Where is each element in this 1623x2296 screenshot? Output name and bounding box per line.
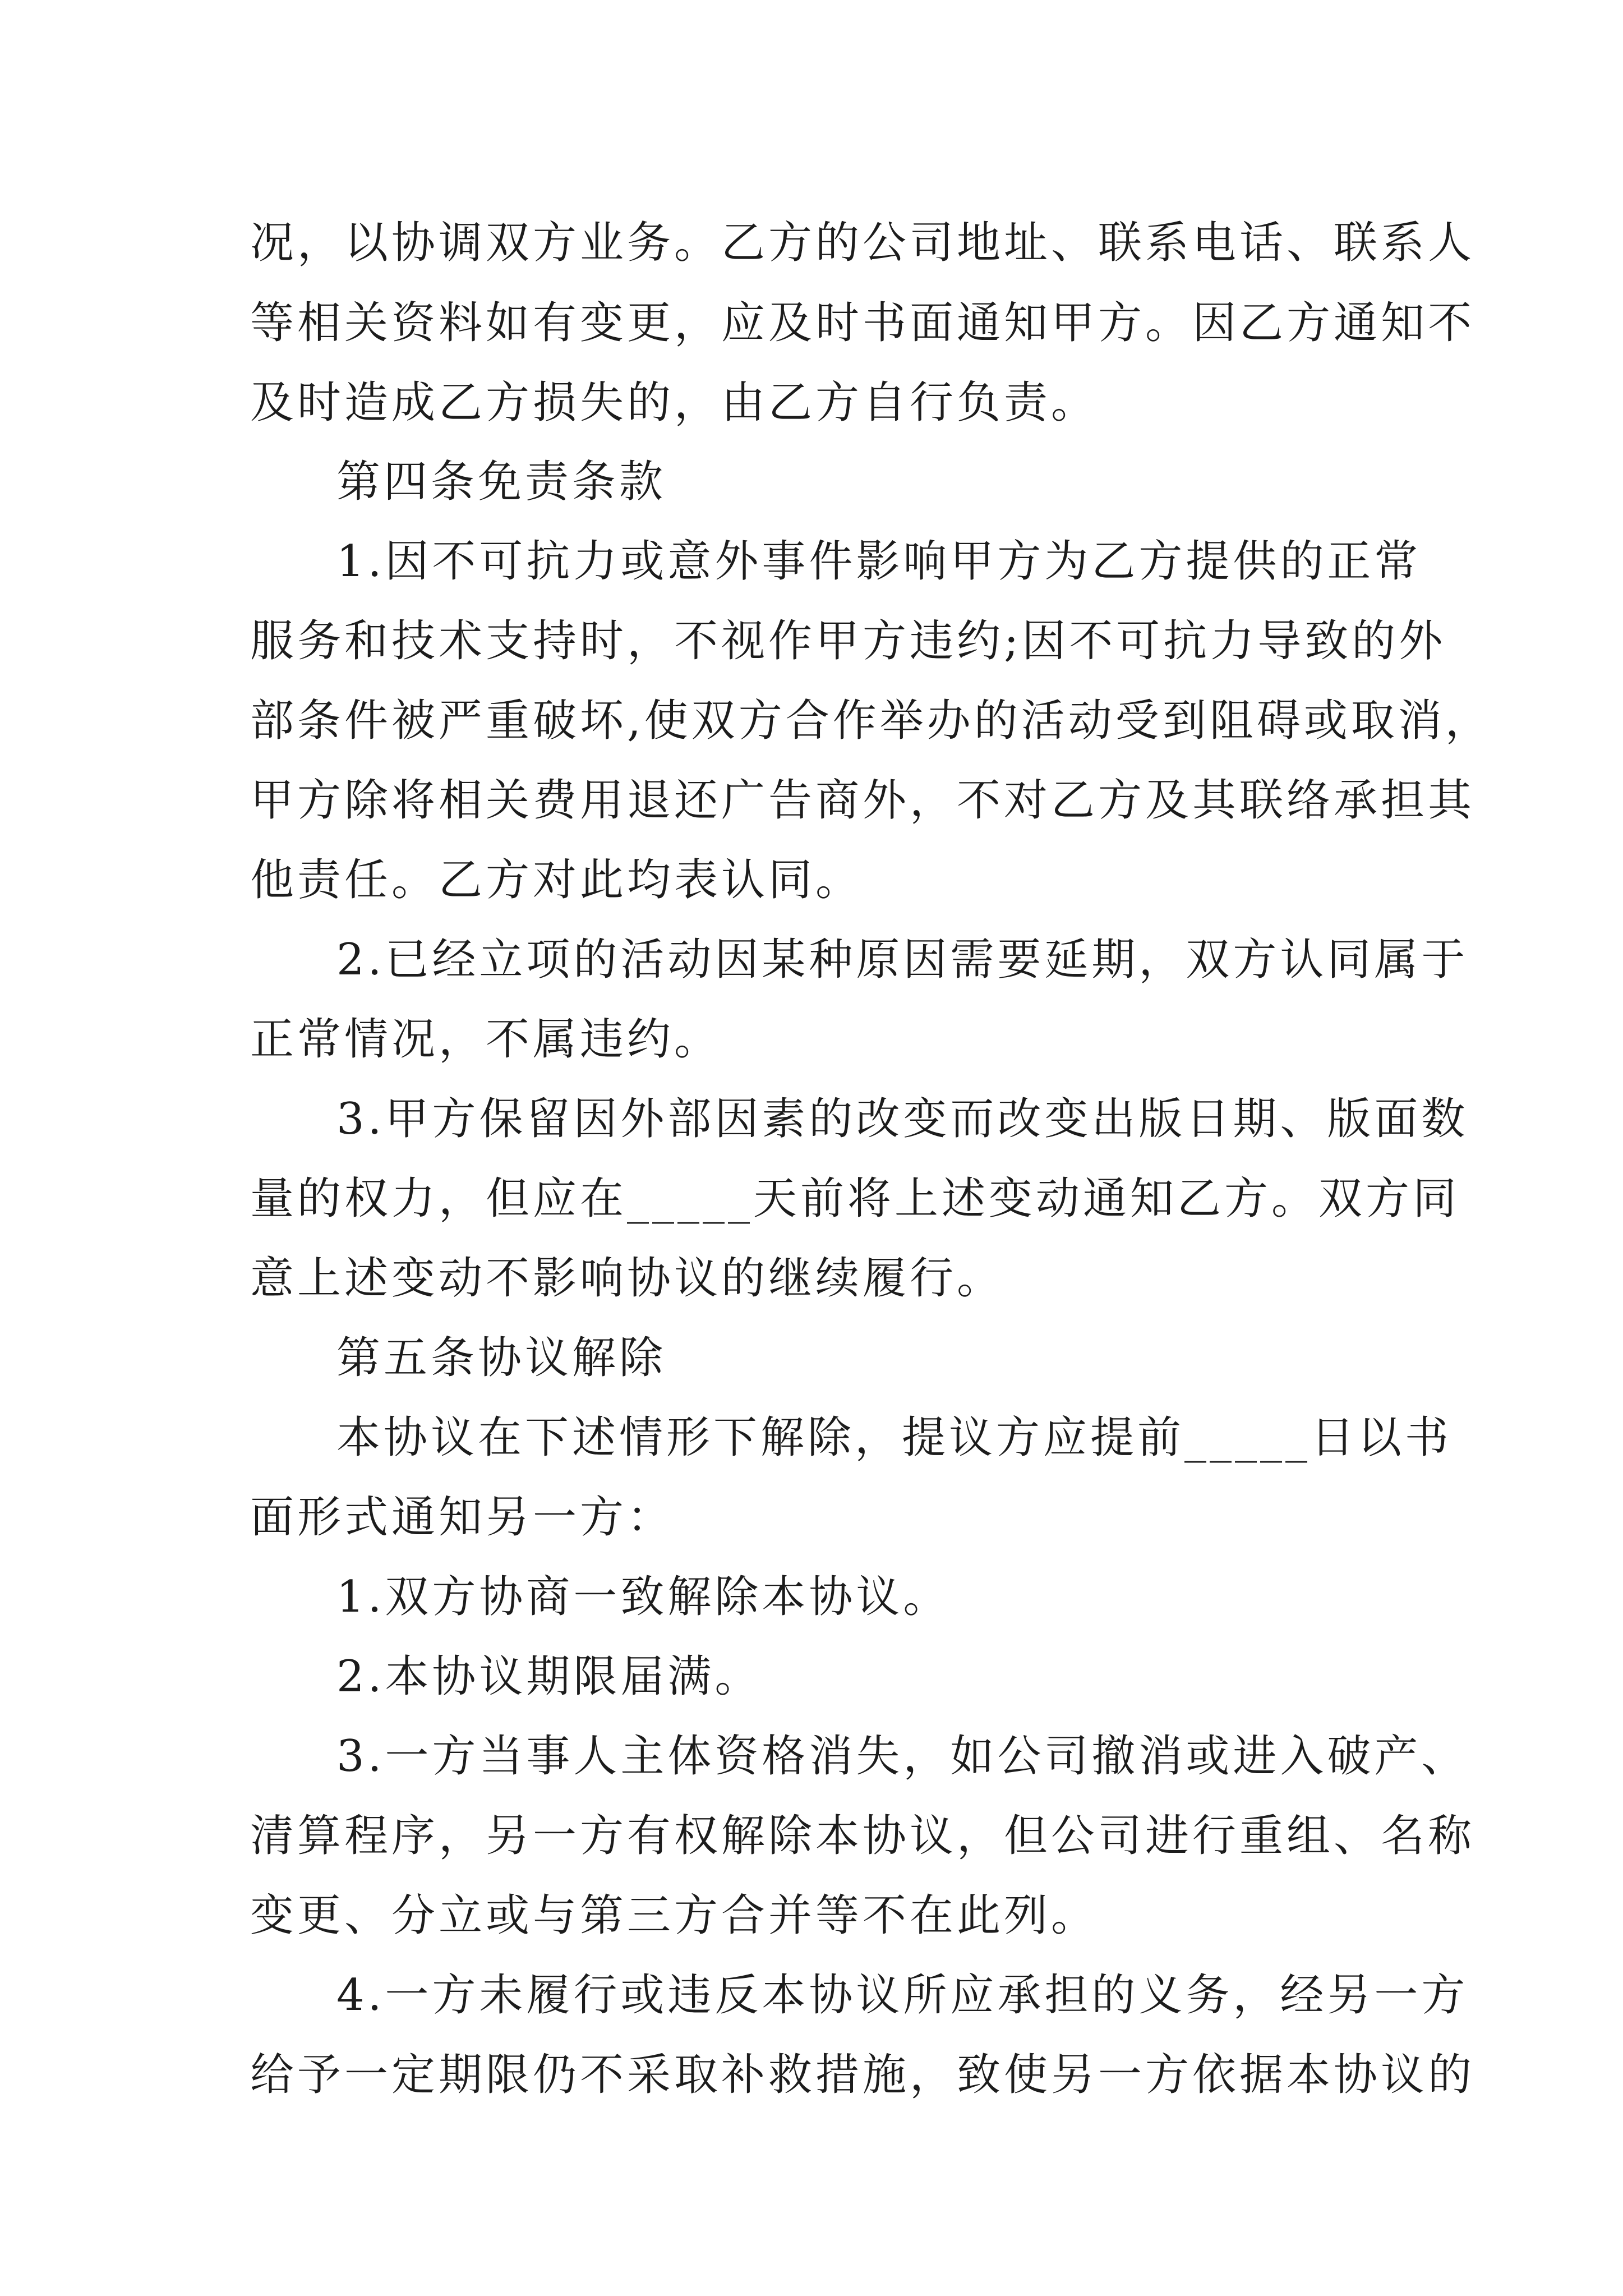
paragraph-line: 4.一方未履行或违反本协议所应承担的义务，经另一方 — [336, 1970, 1469, 2021]
paragraph-line: 正常情况，不属违约。 — [250, 1014, 722, 1065]
paragraph-line: 2.已经立项的活动因某种原因需要延期，双方认同属于 — [336, 935, 1469, 985]
paragraph-line: 他责任。乙方对此均表认同。 — [250, 855, 863, 905]
paragraph-line: 意上述变动不影响协议的继续履行。 — [250, 1253, 1004, 1304]
section-heading: 第四条免责条款 — [336, 457, 667, 507]
paragraph-line: 况，以协调双方业务。乙方的公司地址、联系电话、联系人 — [250, 218, 1476, 268]
paragraph-line: 及时造成乙方损失的，由乙方自行负责。 — [250, 378, 1099, 428]
paragraph-line: 给予一定期限仍不采取补救措施，致使另一方依据本协议的 — [250, 2050, 1476, 2100]
paragraph-line: 服务和技术支持时，不视作甲方违约;因不可抗力导致的外 — [250, 616, 1446, 666]
section-heading: 第五条协议解除 — [336, 1333, 667, 1383]
paragraph-line: 变更、分立或与第三方合并等不在此列。 — [250, 1890, 1099, 1941]
paragraph-line: 面形式通知另一方： — [250, 1492, 675, 1543]
paragraph-line: 清算程序，另一方有权解除本协议，但公司进行重组、名称 — [250, 1811, 1476, 1861]
paragraph-line: 等相关资料如有变更，应及时书面通知甲方。因乙方通知不 — [250, 298, 1476, 348]
paragraph-line: 3.一方当事人主体资格消失，如公司撤消或进入破产、 — [336, 1731, 1469, 1782]
paragraph-line: 甲方除将相关费用退还广告商外，不对乙方及其联络承担其 — [250, 775, 1476, 826]
paragraph-line: 部条件被严重破坏,使双方合作举办的活动受到阻碍或取消， — [250, 696, 1492, 746]
paragraph-line: 1.因不可抗力或意外事件影响甲方为乙方提供的正常 — [336, 536, 1422, 587]
paragraph-line: 3.甲方保留因外部因素的改变而改变出版日期、版面数 — [336, 1094, 1469, 1144]
paragraph-line: 量的权力，但应在_____天前将上述变动通知乙方。双方同 — [250, 1174, 1460, 1224]
paragraph-line: 2.本协议期限届满。 — [336, 1651, 762, 1702]
paragraph-line: 本协议在下述情形下解除，提议方应提前_____日以书 — [336, 1412, 1453, 1463]
paragraph-line: 1.双方协商一致解除本协议。 — [336, 1572, 951, 1622]
